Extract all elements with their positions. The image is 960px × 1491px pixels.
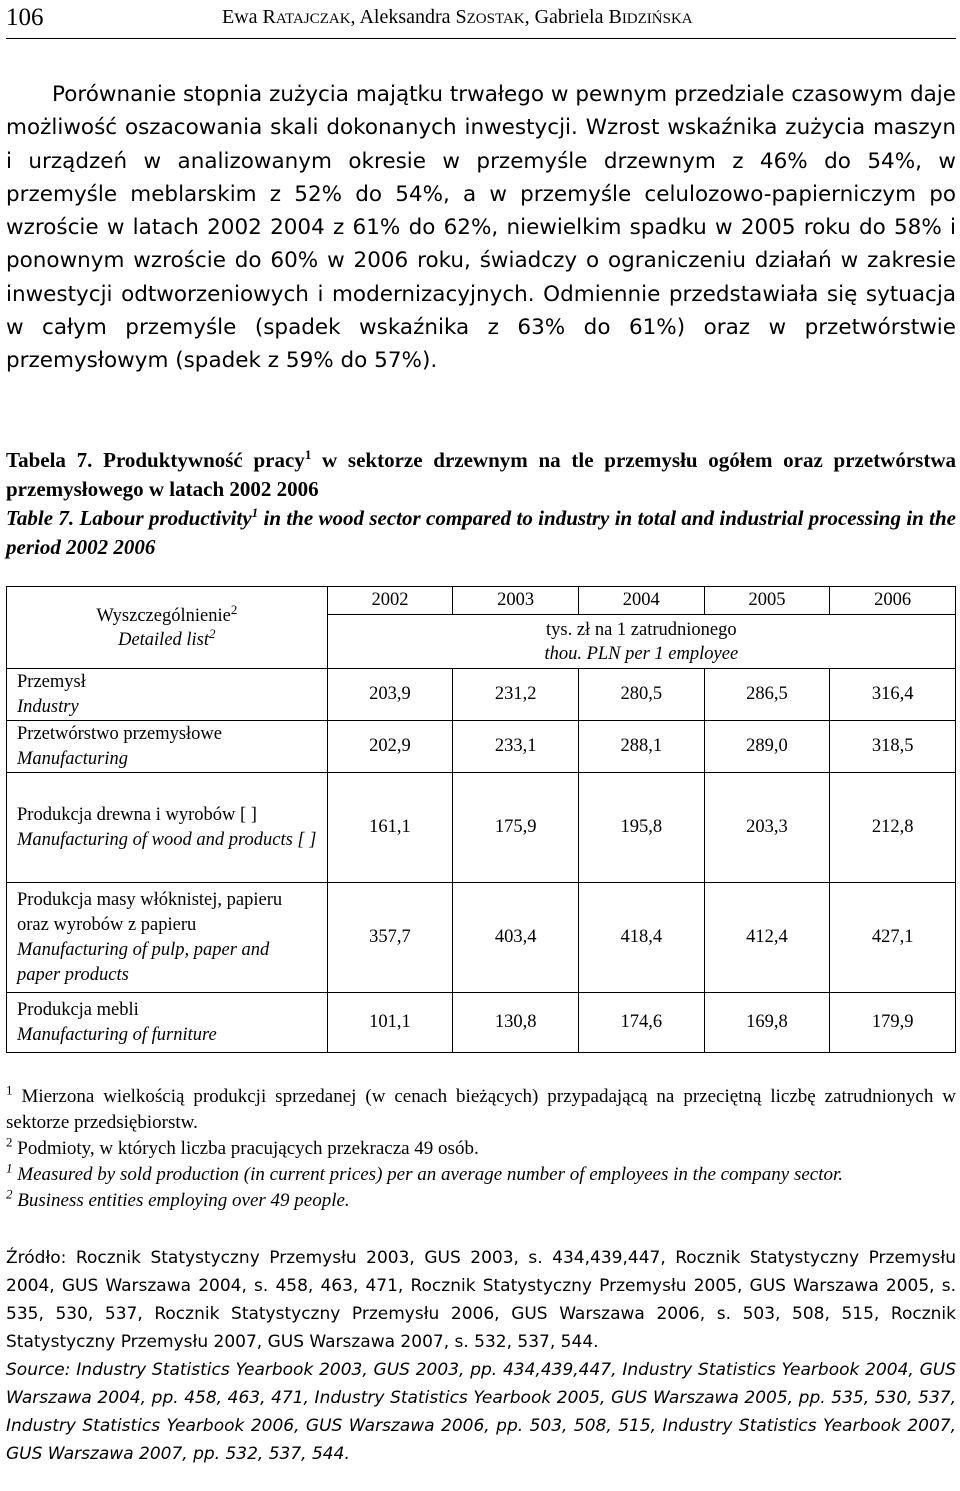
row-label-en: Manufacturing of pulp, paper and paper products bbox=[17, 939, 270, 985]
caption-en-rest: in the wood sector compared to industry in total and industrial processing in the period 2002 2006 bbox=[6, 506, 957, 559]
value-cell: 316,4 bbox=[830, 669, 956, 721]
author-1-last-rest: ATAJCZAK bbox=[275, 11, 351, 27]
value-cell: 202,9 bbox=[327, 721, 453, 773]
value-cell: 403,4 bbox=[453, 883, 579, 993]
unit-cell bbox=[327, 615, 955, 669]
table-row bbox=[7, 883, 956, 993]
footnote-en-1 bbox=[6, 1162, 956, 1188]
table-corner-cell bbox=[7, 587, 328, 669]
row-label-pl: Przetwórstwo przemysłowe bbox=[17, 723, 222, 744]
value-cell: 289,0 bbox=[704, 721, 830, 773]
footnote-text: Business entities employing over 49 people. bbox=[12, 1190, 350, 1211]
footnote-en-2 bbox=[6, 1188, 956, 1214]
running-header bbox=[6, 0, 956, 39]
unit-label-pl: tys. zł na 1 zatrudnionego bbox=[546, 619, 737, 640]
value-cell: 288,1 bbox=[578, 721, 704, 773]
value-cell: 231,2 bbox=[453, 669, 579, 721]
year-header: 2004 bbox=[578, 587, 704, 615]
source-pl: Źródło: Rocznik Statystyczny Przemysłu 2003, GUS 2003, s. 434,439,447, Rocznik Statystyczny Przemysłu 2004, GUS Warszawa 2004, s. 458, 463, 471, Rocznik Statystyczny Przemysłu 2005, GUS Warszawa 2005, s. 535, 530, 537, Rocznik Statystyczny Przemysłu 2006, GUS Warszawa 2006, s. 503, 508, 515, Rocznik Statystyczny Przemysłu 2007, GUS Warszawa 2007, s. 532, 537, 544. bbox=[6, 1248, 956, 1352]
year-header: 2003 bbox=[453, 587, 579, 615]
value-cell: 130,8 bbox=[453, 993, 579, 1053]
caption-pl-footnote-ref: 1 bbox=[304, 447, 312, 462]
row-label bbox=[7, 883, 328, 993]
row-label-en: Industry bbox=[17, 696, 79, 717]
value-cell: 280,5 bbox=[578, 669, 704, 721]
row-label-en: Manufacturing of wood and products [ ] bbox=[17, 829, 317, 850]
author-2-first: Aleksandra bbox=[359, 6, 451, 28]
row-label-pl: Produkcja drewna i wyrobów [ ] bbox=[17, 804, 257, 825]
caption-pl-title: Tabela 7. Produktywność pracy bbox=[6, 448, 305, 472]
author-3-last-initial: B bbox=[608, 6, 622, 28]
footnote-number: 2 bbox=[6, 1186, 13, 1202]
row-label bbox=[7, 993, 328, 1053]
row-label-en: Manufacturing bbox=[17, 748, 128, 769]
author-1-last-initial: R bbox=[262, 6, 276, 28]
body-text: Porównanie stopnia zużycia majątku trwałego w pewnym przedziale czasowym daje możliwość oszacowania skali dokonanych inwestycji. Wzrost wskaźnika zużycia maszyn i urządzeń w analizowanym okresie w przemyśle drzewnym z 46% do 54%, w przemyśle meblarskim z 52% do 54%, a w przemyśle celulozowo-papierniczym po wzroście w latach 2002 2004 z 61% do 62%, niewielkim spadku w 2005 roku do 58% i ponownym wzroście do 60% w 2006 roku, świadczy o ograniczeniu działań w zakresie inwestycji odtworzeniowych i modernizacyjnych. Odmiennie przedstawiała się sytuacja w całym przemyśle (spadek wskaźnika z 63% do 61%) oraz w przetwórstwie przemysłowym (spadek z 59% do 57%). bbox=[6, 82, 956, 374]
caption-en-title: Table 7. Labour productivity bbox=[6, 506, 252, 530]
value-cell: 212,8 bbox=[830, 773, 956, 883]
footnote-number: 1 bbox=[6, 1160, 13, 1176]
author-1-first: Ewa bbox=[222, 6, 258, 28]
year-header: 2005 bbox=[704, 587, 830, 615]
value-cell: 174,6 bbox=[578, 993, 704, 1053]
author-separator: , bbox=[350, 6, 360, 28]
table-caption bbox=[6, 446, 956, 562]
caption-en bbox=[6, 504, 956, 562]
value-cell: 203,3 bbox=[704, 773, 830, 883]
value-cell: 175,9 bbox=[453, 773, 579, 883]
value-cell: 179,9 bbox=[830, 993, 956, 1053]
corner-label-en: Detailed list bbox=[118, 629, 210, 650]
value-cell: 169,8 bbox=[704, 993, 830, 1053]
caption-pl bbox=[6, 446, 956, 504]
value-cell: 286,5 bbox=[704, 669, 830, 721]
value-cell: 427,1 bbox=[830, 883, 956, 993]
table-row bbox=[7, 993, 956, 1053]
row-label-pl: Produkcja mebli bbox=[17, 999, 139, 1020]
value-cell: 418,4 bbox=[578, 883, 704, 993]
value-cell: 101,1 bbox=[327, 993, 453, 1053]
value-cell: 412,4 bbox=[704, 883, 830, 993]
value-cell: 357,7 bbox=[327, 883, 453, 993]
footnote-number: 2 bbox=[6, 1134, 13, 1150]
row-label-en: Manufacturing of furniture bbox=[17, 1024, 217, 1045]
table-row bbox=[7, 669, 956, 721]
footnote-number: 1 bbox=[6, 1082, 13, 1098]
footnote-pl-1 bbox=[6, 1084, 956, 1136]
author-3-last-rest: IDZIŃSKA bbox=[621, 11, 693, 27]
row-label bbox=[7, 669, 328, 721]
corner-label-pl: Wyszczególnienie bbox=[96, 605, 231, 626]
footnote-text: Measured by sold production (in current prices) per an average number of employees in the company sector. bbox=[12, 1164, 844, 1185]
footnote-text: Mierzona wielkością produkcji sprzedanej (w cenach bieżących) przypadającą na przeciętną liczbę zatrudnionych w sektorze przedsiębiorstw. bbox=[6, 1086, 956, 1133]
year-header: 2006 bbox=[830, 587, 956, 615]
table-row bbox=[7, 721, 956, 773]
table-header-row bbox=[7, 587, 956, 615]
value-cell: 318,5 bbox=[830, 721, 956, 773]
page-number: 106 bbox=[6, 4, 44, 31]
source-block bbox=[6, 1244, 956, 1468]
source-en: Source: Industry Statistics Yearbook 2003, GUS 2003, pp. 434,439,447, Industry Statistics Yearbook 2004, GUS Warszawa 2004, pp. 458, 463, 471, Industry Statistics Yearbook 2005, GUS Warszawa 2005, pp. 535, 530, 537, Industry Statistics Yearbook 2006, GUS Warszawa 2006, pp. 503, 508, 515, Industry Statistics Yearbook 2007, GUS Warszawa 2007, pp. 532, 537, 544. bbox=[6, 1360, 956, 1464]
footnote-pl-2 bbox=[6, 1136, 956, 1162]
row-label bbox=[7, 721, 328, 773]
caption-en-footnote-ref: 1 bbox=[251, 505, 259, 520]
footnote-text: Podmioty, w których liczba pracujących przekracza 49 osób. bbox=[12, 1138, 479, 1159]
row-label-pl: Przemysł bbox=[17, 671, 86, 692]
footnotes bbox=[6, 1084, 956, 1214]
caption-pl-rest: w sektorze drzewnym na tle przemysłu ogółem oraz przetwórstwa przemysłowego w latach 2002 2006 bbox=[6, 448, 957, 501]
value-cell: 203,9 bbox=[327, 669, 453, 721]
author-3-first: Gabriela bbox=[534, 6, 604, 28]
unit-label-en: thou. PLN per 1 employee bbox=[544, 643, 739, 664]
row-label-pl: Produkcja masy włóknistej, papieru oraz wyrobów z papieru bbox=[17, 889, 283, 935]
corner-footnote-ref: 2 bbox=[230, 601, 238, 617]
author-line bbox=[222, 6, 693, 29]
value-cell: 161,1 bbox=[327, 773, 453, 883]
body-paragraph bbox=[6, 78, 956, 378]
author-2-last-rest: ZOSTAK bbox=[466, 11, 525, 27]
table-row bbox=[7, 773, 956, 883]
corner-footnote-ref-en: 2 bbox=[209, 625, 216, 641]
value-cell: 195,8 bbox=[578, 773, 704, 883]
author-2-last-initial: S bbox=[455, 6, 467, 28]
row-label bbox=[7, 773, 328, 883]
author-separator: , bbox=[524, 6, 535, 28]
productivity-table bbox=[6, 586, 956, 1053]
year-header: 2002 bbox=[327, 587, 453, 615]
value-cell: 233,1 bbox=[453, 721, 579, 773]
